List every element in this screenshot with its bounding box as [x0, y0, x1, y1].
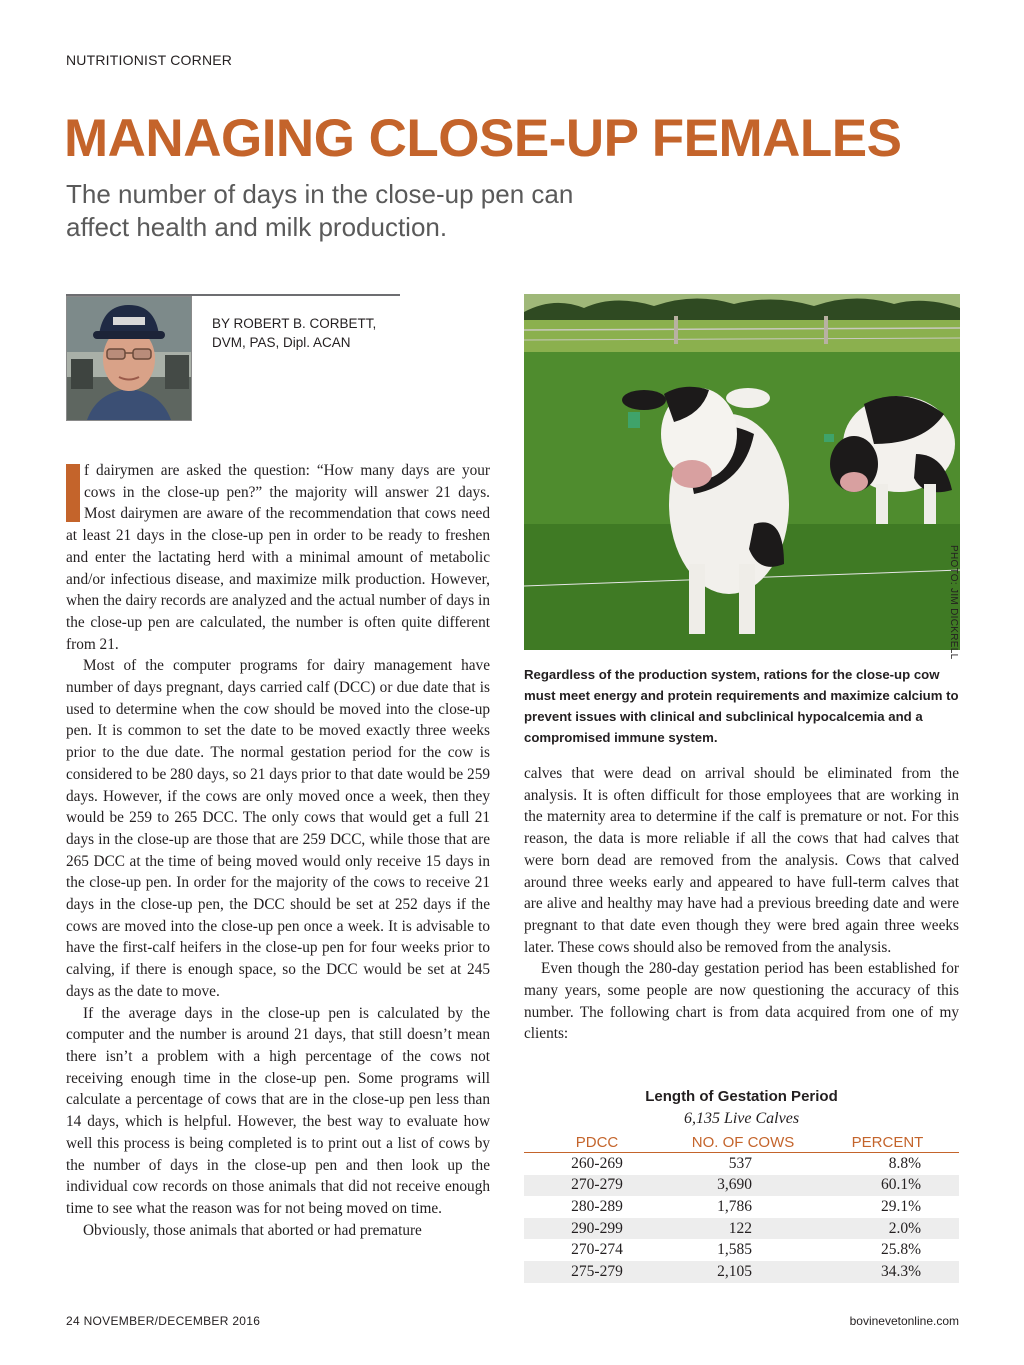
body-paragraph: If the average days in the close-up pen is calculated by the computer and the number is around 21 days, that still doesn’t mean there isn’t a problem with a high percentage of the cows not receiving enough time in the close-up pen. Some programs will calculate a percentage of cows that are in the close-up pen less than 14 days, which is helpful. However, the best way to evaluate how well this process is being completed is to print out a list of cows by the number of days in the close-up pen and then look up the individual cow records on those animals that did not receive enough time to see what the reason was for not being moved on time.: [66, 1004, 490, 1217]
deck: The number of days in the close-up pen can affect health and milk production.: [66, 179, 574, 242]
table-title: Length of Gestation Period: [645, 1088, 838, 1105]
author-credentials: DVM, PAS, Dipl. ACAN: [212, 335, 351, 350]
cows-in-pasture-icon: [524, 294, 960, 650]
table-cell-percent: 34.3%: [816, 1261, 959, 1283]
table-cell-pdcc: 290-299: [524, 1218, 670, 1240]
table-cell-cows: 1,585: [717, 1241, 752, 1259]
section-label: NUTRITIONIST CORNER: [66, 52, 233, 68]
table-cell-pdcc: 280-289: [571, 1197, 623, 1215]
table-cell-pdcc: 275-279: [524, 1261, 670, 1283]
table-cell-cows: 3,690: [670, 1175, 816, 1197]
table-row: [524, 1261, 959, 1283]
table-row: [524, 1239, 959, 1261]
table-row: [524, 1175, 959, 1197]
cow-photo: [524, 294, 960, 650]
body-paragraph: Most of the computer programs for dairy management have number of days pregnant, days carried calf (DCC) or due date that is used to determine when the cow should be moved into the close-up pen. It is common to set the date to be moved exactly three weeks prior to the due date. The normal gestation period for the cow is considered to be 280 days, so 21 days prior to that date would be 259 days. However, if the cows are only moved once a week, then they would be 259 to 265 DCC. The only cows that would get a full 21 days in the close-up are those that are 259 DCC, while those that are 265 DCC at the time of being moved would only receive 15 days in the close-up pen. In order for the majority of the cows to receive 21 days in the close-up pen, the DCC should be set at 252 days if the cows are moved into the close-up pen once a week. It is advisable to have the first-calf heifers in the close-up pen for four weeks prior to calving, if there is enough space, so the DCC would be set at 245 days as the date to move.: [66, 657, 490, 1000]
table-row: [524, 1153, 959, 1175]
table-cell-pdcc: 270-274: [571, 1241, 623, 1259]
table-cell-pdcc: 260-269: [571, 1154, 623, 1172]
table-cell-cows: 1,786: [717, 1197, 752, 1215]
table-cell-percent: 60.1%: [816, 1175, 959, 1197]
folio-date: 24 NOVEMBER/DECEMBER 2016: [66, 1314, 261, 1328]
author-byline: [212, 314, 402, 352]
body-paragraph: Even though the 280-day gestation period has been established for many years, some people are now questioning the accuracy of this number. The following chart is from data acquired from one of my clients:: [524, 960, 959, 1043]
author-portrait-icon: [67, 297, 191, 420]
body-paragraph: f dairymen are asked the question: “How many days are your cows in the close-up pen?” the majority will answer 21 days. Most dairymen are aware of the recommendation that cows need at least 21 days in the close-up pen in order to be ready to freshen and enter the lactating herd with a minimal amount of metabolic and/or infectious disease, and maximize milk production. However, when the dairy records are analyzed and the actual number of days in the close-up pen are calculated, the number is often quite different from 21.: [66, 462, 490, 653]
table-cell-cows: 2,105: [670, 1261, 816, 1283]
table-header-row: [524, 1132, 959, 1153]
author-photo: [66, 296, 192, 421]
table-header-pdcc: PDCC: [524, 1132, 670, 1153]
website-url[interactable]: bovinevetonline.com: [849, 1314, 959, 1328]
table-row: [524, 1218, 959, 1240]
photo-credit: PHOTO: JIM DICKRELL: [948, 545, 959, 660]
table-cell-percent: 2.0%: [816, 1218, 959, 1240]
drop-cap-i: [66, 464, 80, 522]
body-paragraph: calves that were dead on arrival should be eliminated from the analysis. It is often difficult for those employees that are working in the maternity area to determine if the calf is premature or not. For this reason, the data is more reliable if all the cows that had calves that were born dead are removed from the analysis. Cows that calved around three weeks early and appeared to have full-term calves that are alive and healthy may have had a previous breeding date and were pregnant to that date even though they were bred again three weeks later. These cows should also be removed from the analysis.: [524, 765, 959, 956]
table-row: [524, 1196, 959, 1218]
body-column-left: [66, 460, 490, 1241]
body-paragraph: Obviously, those animals that aborted or had premature: [83, 1221, 422, 1239]
table-header-percent: PERCENT: [816, 1132, 959, 1153]
table-cell-percent: 8.8%: [888, 1154, 921, 1172]
table-cell-cows: 537: [728, 1154, 752, 1172]
table-cell-cows: 122: [670, 1218, 816, 1240]
author-name: BY ROBERT B. CORBETT,: [212, 316, 377, 331]
headline: MANAGING CLOSE-UP FEMALES: [64, 109, 902, 168]
gestation-table: [524, 1132, 959, 1283]
table-cell-percent: 29.1%: [880, 1197, 921, 1215]
table-cell-percent: 25.8%: [880, 1241, 921, 1259]
table-subtitle: 6,135 Live Calves: [683, 1110, 800, 1127]
body-column-right: [524, 763, 959, 1045]
table-cell-pdcc: 270-279: [524, 1175, 670, 1197]
photo-caption: Regardless of the production system, rations for the close-up cow must meet energy and protein requirements and maximize calcium to prevent issues with clinical and subclinical hypocalcemia and a compromised immune system.: [524, 667, 959, 745]
table-header-cows: NO. OF COWS: [670, 1132, 816, 1153]
